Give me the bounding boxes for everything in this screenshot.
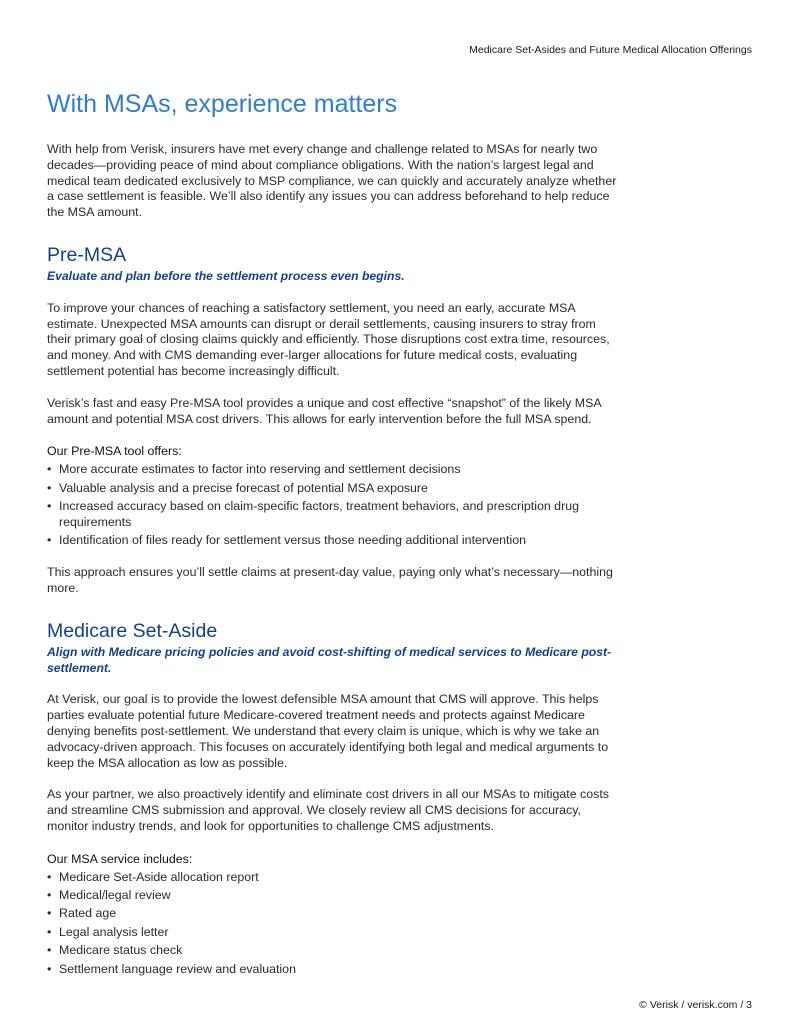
list-item: • Medicare status check xyxy=(47,943,617,959)
list-item: • Valuable analysis and a precise forecast of potential MSA exposure xyxy=(47,481,617,497)
pre-msa-list-heading: Our Pre-MSA tool offers: xyxy=(47,444,182,459)
list-item: • Legal analysis letter xyxy=(47,925,617,941)
page-title: With MSAs, experience matters xyxy=(47,90,398,118)
pre-msa-heading: Pre-MSA xyxy=(47,243,127,266)
list-item: • Rated age xyxy=(47,906,617,922)
list-item: • Increased accuracy based on claim-specific factors, treatment behaviors, and prescription drug requirements xyxy=(47,499,617,531)
intro-paragraph: With help from Verisk, insurers have met every change and challenge related to MSAs for nearly two decades—providing peace of mind about compliance obligations. With the nation’s largest legal and medical team dedicated exclusively to MSP compliance, we can quickly and accurately analyze whether a case settlement is feasible. We’ll also identify any issues you can address beforehand to help reduce the MSA amount. xyxy=(47,142,617,220)
list-item: • More accurate estimates to factor into reserving and settlement decisions xyxy=(47,462,617,478)
page-footer: © Verisk / verisk.com / 3 xyxy=(639,999,752,1011)
list-item: • Settlement language review and evaluation xyxy=(47,962,617,978)
msa-paragraph-2: As your partner, we also proactively identify and eliminate cost drivers in all our MSAs to mitigate costs and streamline CMS submission and approval. We closely review all CMS decisions for accuracy, monitor industry trends, and look for opportunities to challenge CMS adjustments. xyxy=(47,787,609,833)
msa-heading: Medicare Set-Aside xyxy=(47,619,218,642)
list-item: • Medical/legal review xyxy=(47,888,617,904)
pre-msa-subtitle: Evaluate and plan before the settlement process even begins. xyxy=(47,268,405,283)
pre-msa-closing-paragraph: This approach ensures you’ll settle claims at present-day value, paying only what’s necessary—nothing more. xyxy=(47,565,613,595)
pre-msa-offerings-list xyxy=(47,462,617,549)
running-header: Medicare Set-Asides and Future Medical Allocation Offerings xyxy=(469,44,752,56)
pre-msa-paragraph-1: To improve your chances of reaching a satisfactory settlement, you need an early, accurate MSA estimate. Unexpected MSA amounts can disrupt or derail settlements, causing insurers to stray from their primary goal of closing claims quickly and efficiently. Those disruptions cost extra time, resources, and money. And with CMS demanding ever-larger allocations for future medical costs, evaluating settlement potential has become increasingly difficult. xyxy=(47,300,610,378)
msa-services-list xyxy=(47,870,617,978)
list-item: • Identification of files ready for settlement versus those needing additional intervention xyxy=(47,533,617,549)
page-content xyxy=(47,88,617,993)
list-item: • Medicare Set-Aside allocation report xyxy=(47,870,617,886)
pre-msa-paragraph-2: Verisk’s fast and easy Pre-MSA tool provides a unique and cost effective “snapshot” of the likely MSA amount and potential MSA cost drivers. This allows for early intervention before the full MSA spend. xyxy=(47,395,601,426)
msa-paragraph-1: At Verisk, our goal is to provide the lowest defensible MSA amount that CMS will approve. This helps parties evaluate potential future Medicare-covered treatment needs and protects against Medicare denying benefits post-settlement. We understand that every claim is unique, which is why we take an advocacy-driven approach. This focuses on accurately identifying both legal and medical arguments to keep the MSA allocation as low as possible. xyxy=(47,692,609,770)
msa-subtitle: Align with Medicare pricing policies and avoid cost-shifting of medical services to Medicare post-settlement. xyxy=(47,644,612,675)
msa-list-heading: Our MSA service includes: xyxy=(47,851,193,866)
